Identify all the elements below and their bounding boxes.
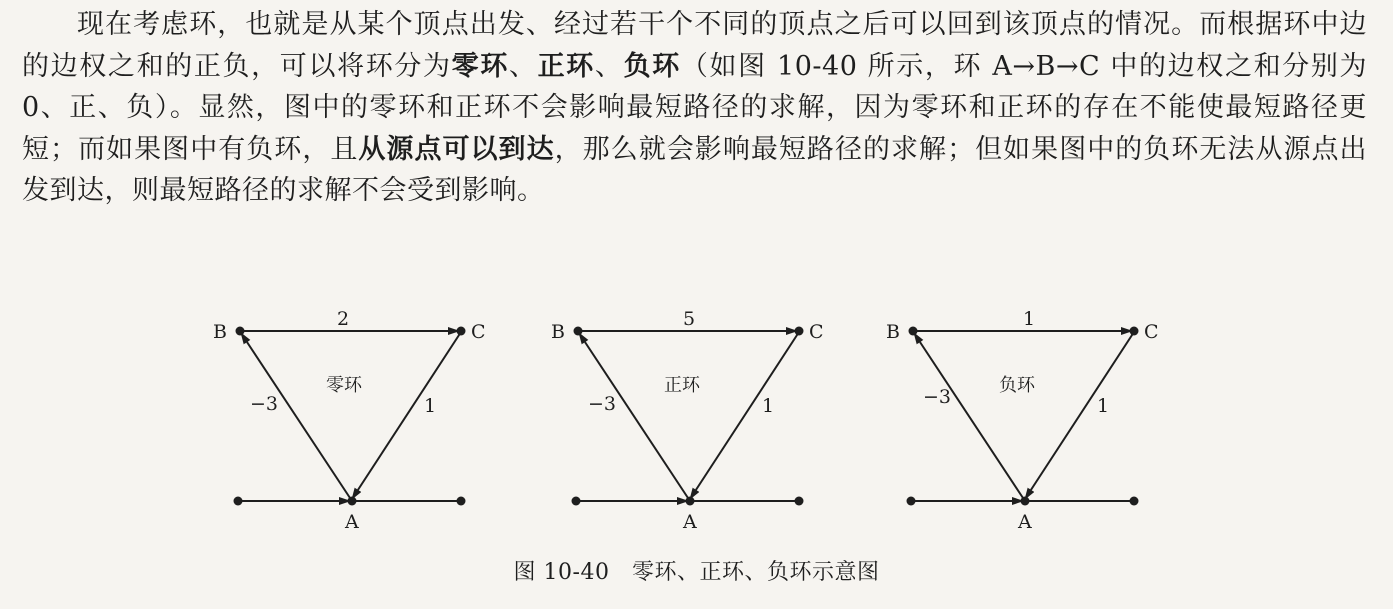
cycle-type-label: 零环 bbox=[326, 375, 362, 396]
weight-bc-label: 2 bbox=[337, 308, 350, 330]
edge-c-to-a bbox=[1025, 332, 1134, 499]
paragraph-text: 现在考虑环，也就是从某个顶点出发、经过若干个不同的顶点之后可以回到该顶点的情况。而根据环中边的边权之和的正负，可以将环分为 bbox=[22, 9, 1367, 82]
bold-term-negative-cycle: 负环 bbox=[623, 50, 681, 82]
edge-c-to-a bbox=[352, 332, 461, 499]
paragraph-text: ，那么就会影响最短路径的求解；但如果图中的负环无法从源点出发到达，则最短路径的求解不会受到影响。 bbox=[22, 133, 1368, 206]
node-c bbox=[1130, 327, 1139, 336]
bold-term-reachable-from-source: 从源点可以到达 bbox=[358, 133, 555, 165]
positive-cycle-diagram bbox=[551, 308, 824, 533]
edge-a-to-b bbox=[579, 333, 690, 501]
node-b bbox=[909, 327, 918, 336]
weight-ca-label: 1 bbox=[762, 395, 775, 417]
weight-ca-label: 1 bbox=[1097, 395, 1110, 417]
node-c bbox=[795, 327, 804, 336]
tail-node-right bbox=[457, 497, 466, 506]
tail-node-right bbox=[795, 497, 804, 506]
zero-cycle-diagram bbox=[213, 308, 486, 533]
edge-c-to-a bbox=[690, 332, 799, 499]
node-b-label: B bbox=[551, 321, 565, 343]
node-a-label: A bbox=[345, 511, 359, 533]
paragraph-text: 、 bbox=[508, 50, 538, 82]
tail-node-left bbox=[234, 497, 243, 506]
weight-ab-label: −3 bbox=[250, 393, 279, 415]
node-c-label: C bbox=[809, 321, 824, 343]
weight-bc-label: 1 bbox=[1023, 308, 1036, 330]
node-c-label: C bbox=[1144, 321, 1159, 343]
node-a bbox=[348, 497, 357, 506]
bold-term-positive-cycle: 正环 bbox=[537, 50, 595, 82]
body-paragraph bbox=[22, 4, 1367, 212]
node-a bbox=[1021, 497, 1030, 506]
tail-node-left bbox=[907, 497, 916, 506]
tail-node-left bbox=[572, 497, 581, 506]
cycle-type-label: 负环 bbox=[999, 375, 1035, 396]
node-b-label: B bbox=[886, 321, 900, 343]
paragraph-text: 、 bbox=[594, 50, 624, 82]
weight-ab-label: −3 bbox=[588, 393, 617, 415]
weight-bc-label: 5 bbox=[683, 308, 696, 330]
cycle-type-label: 正环 bbox=[664, 375, 700, 396]
cycle-diagrams-figure bbox=[0, 300, 1393, 560]
weight-ca-label: 1 bbox=[424, 395, 437, 417]
node-a-label: A bbox=[683, 511, 697, 533]
edge-a-to-b bbox=[914, 333, 1025, 501]
weight-ab-label: −3 bbox=[923, 386, 952, 408]
negative-cycle-diagram bbox=[886, 308, 1159, 533]
tail-node-right bbox=[1130, 497, 1139, 506]
edge-a-to-b bbox=[241, 333, 352, 501]
figure-caption: 图 10-40 零环、正环、负环示意图 bbox=[513, 560, 880, 585]
node-b bbox=[236, 327, 245, 336]
node-c bbox=[457, 327, 466, 336]
node-a-label: A bbox=[1018, 511, 1032, 533]
node-b-label: B bbox=[213, 321, 227, 343]
node-b bbox=[574, 327, 583, 336]
node-c-label: C bbox=[471, 321, 486, 343]
node-a bbox=[686, 497, 695, 506]
paragraph-text: （如图 10-40 所示，环 A→B→C 中的边权之和分别为 0、正、负）。显然，图中的零环和正环不会影响最短路径的求解，因为零环和正环的存在不能使最短路径更短；而如果图中有负环，且 bbox=[22, 50, 1368, 165]
bold-term-zero-cycle: 零环 bbox=[451, 50, 509, 82]
